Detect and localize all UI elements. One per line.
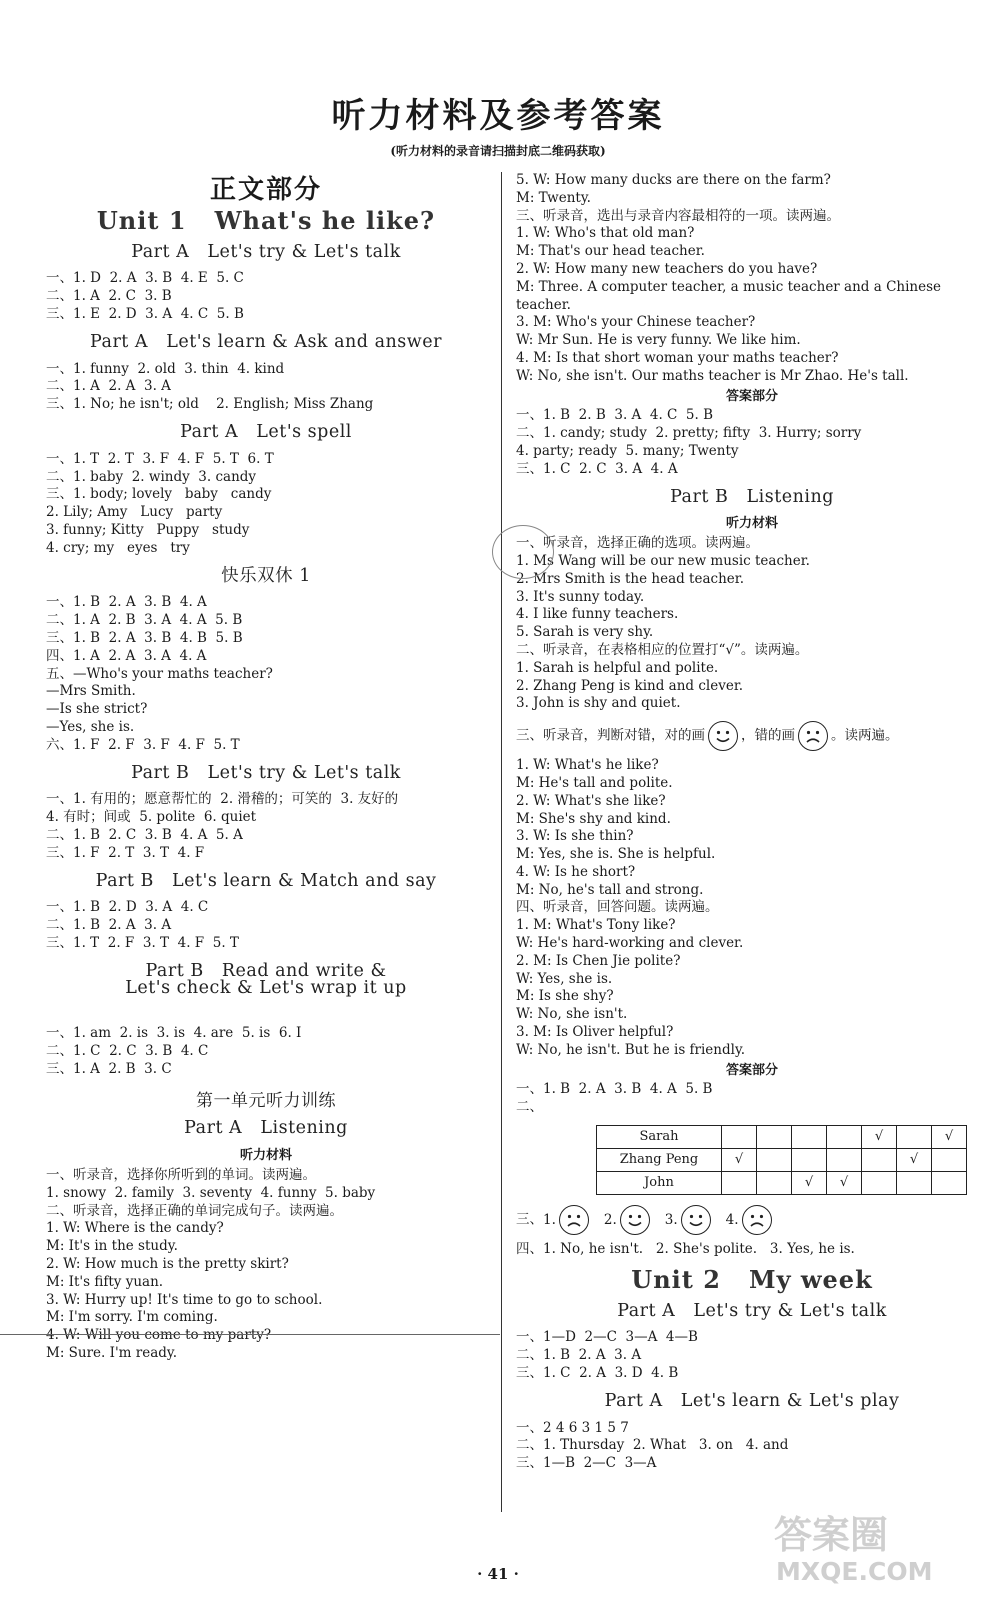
check-cell [722,1126,757,1149]
text-line: 5. Sarah is very shy. [516,624,654,641]
text-line: 4. W: Is he short? [516,863,636,880]
sad-face-icon [798,721,828,751]
answer-blocks [46,241,486,1079]
material-rule [0,1334,500,1335]
face-label: 2. [603,1211,617,1228]
text-line: 1. snowy 2. family 3. seventy 4. funny 5. baby [46,1184,376,1201]
text-line: 2. W: What's she like? [516,792,666,809]
text-line: 三、1. A 2. B 3. C [46,1060,172,1077]
text-line: 1. W: Who's that old man? [516,225,695,242]
column-divider [501,172,502,1512]
text-line: 四、听录音，回答问题。读两遍。 [516,899,719,916]
check-cell: √ [897,1149,932,1172]
check-cell [792,1149,827,1172]
part-heading: Part B Let's try & Let's talk [131,762,401,783]
check-cell [757,1149,792,1172]
judge-instruction [516,721,988,751]
page-subtitle: (听力材料的录音请扫描封底二维码获取) [390,144,606,158]
material-label: 听力材料 [725,516,778,532]
text-line: —Mrs Smith. [46,683,136,700]
part-heading: Part A Let's try & Let's talk [617,1300,887,1321]
text-line: 1. W: Where is the candy? [46,1220,224,1237]
partb-heading: Part B Listening [670,486,834,507]
judge-prefix: 三、听录音，判断对错，对的画 [516,727,705,744]
text-line: 一、1. B 2. A 3. B 4. A [46,594,207,611]
text-line: 一、1. B 2. B 3. A 4. C 5. B [516,407,714,424]
answer-line: 一、1. B 2. A 3. B 4. A 5. B [516,1081,713,1098]
text-line: 二、听录音，选择正确的单词完成句子。读两遍。 [46,1202,343,1219]
answer-label: 答案部分 [725,1062,778,1078]
table-row [597,1172,967,1195]
answer-lines [516,407,988,478]
text-line: 4. party; ready 5. many; Twenty [516,442,739,459]
text-line: M: Yes, she is. She is helpful. [516,846,716,863]
text-line: 2. Zhang Peng is kind and clever. [516,677,744,694]
check-cell [897,1126,932,1149]
text-line: M: Is she shy? [516,988,614,1005]
happy-face-icon [620,1205,650,1235]
table-row [597,1149,967,1172]
text-line: M: Sure. I'm ready. [46,1345,178,1362]
right-column [516,172,988,1473]
text-line: 2. M: Is Chen Jie polite? [516,952,681,969]
happy-face-icon [708,721,738,751]
table-row [597,1126,967,1149]
text-line: 二、1. A 2. B 3. A 4. A 5. B [46,612,243,629]
text-line: M: No, he's tall and strong. [516,881,704,898]
text-line: W: No, she isn't. Our maths teacher is Mr Zhao. He's tall. [516,367,909,384]
text-line: 一、1. T 2. T 3. F 4. F 5. T 6. T [46,450,274,467]
row-name: Sarah [597,1126,722,1149]
text-line: 二、1. B 2. A 3. A [516,1347,642,1364]
check-cell: √ [722,1149,757,1172]
text-line: 二、1. C 2. C 3. B 4. C [46,1043,209,1060]
text-line: 4. W: Will you come to my party? [46,1327,272,1344]
text-line: 一、听录音，选择正确的选项。读两遍。 [516,535,759,552]
check-cell [932,1149,967,1172]
text-line: 一、1. B 2. D 3. A 4. C [46,899,209,916]
part-heading: Part A Let's learn & Let's play [604,1390,900,1411]
check-cell [722,1172,757,1195]
text-line: 三、1. E 2. D 3. A 4. C 5. B [46,305,244,322]
material-label: 听力材料 [239,1148,292,1164]
text-line: 三、1—B 2—C 3—A [516,1455,657,1472]
text-line: M: I'm sorry. I'm coming. [46,1309,218,1326]
text-line: 2. W: How much is the pretty skirt? [46,1256,289,1273]
check-cell [862,1172,897,1195]
text-line: 一、1. am 2. is 3. is 4. are 5. is 6. I [46,1025,302,1042]
check-table [596,1125,967,1195]
text-line: —Is she strict? [46,701,148,718]
happy-face-icon [681,1205,711,1235]
check-cell: √ [862,1126,897,1149]
text-line: W: Mr Sun. He is very funny. We like him. [516,332,801,349]
listening-heading: Part A Listening [184,1118,348,1139]
part-heading: Part B Read and write & Let's check & Let's wrap it up [125,960,407,999]
text-line: 三、1. No; he isn't; old 2. English; Miss Zhang [46,396,374,413]
text-line: M: That's our head teacher. [516,243,705,260]
text-line: 2. W: How many new teachers do you have? [516,260,818,277]
check-cell: √ [932,1126,967,1149]
text-line: 1. M: What's Tony like? [516,917,676,934]
homework-stamp-icon [492,525,554,579]
text-line: 3. John is shy and quiet. [516,695,681,712]
unit2-title: Unit 2 My week [631,1264,873,1294]
text-line: 3. It's sunny today. [516,588,645,605]
material-lines [516,757,988,1060]
faces-answer-line [516,1205,988,1235]
check-cell [897,1172,932,1195]
part-heading: Part A Let's learn & Ask and answer [90,331,442,352]
text-line: 二、1. B 2. C 3. B 4. A 5. A [46,826,243,843]
text-line: W: No, he isn't. But he is friendly. [516,1041,746,1058]
page-number: · 41 · [477,1565,519,1583]
text-line: W: No, she isn't. [516,1006,628,1023]
text-line: 三、听录音，选出与录音内容最相符的一项。读两遍。 [516,207,840,224]
text-line: M: He's tall and polite. [516,774,673,791]
svg-text:答案圈: 答案圈 [774,1513,889,1557]
part-heading: 快乐双休 1 [221,565,311,586]
face-label: 3. [664,1211,678,1228]
text-line: W: Yes, she is. [516,970,613,987]
left-column [46,172,486,1363]
text-line [46,1007,486,1025]
text-line: 4. M: Is that short woman your maths teacher? [516,349,839,366]
check-cell [757,1126,792,1149]
text-line: 二、1. A 2. C 3. B [46,288,172,305]
face-label: 1. [543,1211,556,1228]
text-line: 二、1. B 2. A 3. A [46,917,172,934]
text-line: 二、听录音，在表格相应的位置打“√”。读两遍。 [516,641,809,658]
text-line: 三、1. C 2. A 3. D 4. B [516,1365,679,1382]
part-heading: Part B Let's learn & Match and say [95,870,437,891]
text-line: —Yes, she is. [46,718,135,735]
text-line: 一、2 4 6 3 1 5 7 [516,1419,629,1436]
training-title: 第一单元听力训练 [196,1090,336,1111]
check-cell [932,1172,967,1195]
check-cell [862,1149,897,1172]
text-line: M: Twenty. [516,189,591,206]
text-line: M: She's shy and kind. [516,810,671,827]
sad-face-icon [559,1205,589,1235]
unit-title: Unit 1 What's he like? [96,205,436,235]
text-line: M: It's fifty yuan. [46,1273,164,1290]
check-cell: √ [792,1172,827,1195]
answer-line: 四、1. No, he isn't. 2. She's polite. 3. Yes, he is. [516,1241,855,1258]
text-line: 一、1. D 2. A 3. B 4. E 5. C [46,270,244,287]
text-line: 一、1. funny 2. old 3. thin 4. kind [46,360,285,377]
text-line: 三、1. F 2. T 3. T 4. F [46,844,205,861]
text-line: W: He's hard-working and clever. [516,935,744,952]
text-line: 五、—Who's your maths teacher? [46,665,273,682]
check-cell [827,1126,862,1149]
material-lines [516,172,988,386]
page-title: 听力材料及参考答案 [331,96,665,136]
text-line: 2. Mrs Smith is the head teacher. [516,570,745,587]
section-title: 正文部分 [209,175,322,205]
answer-line: 二、 [516,1099,543,1116]
text-line: 4. I like funny teachers. [516,606,679,623]
row-name: Zhang Peng [597,1149,722,1172]
text-line: 1. Sarah is helpful and polite. [516,659,719,676]
face-label: 4. [725,1211,739,1228]
part-heading: Part A Let's spell [180,421,352,442]
text-line: 1. W: What's he like? [516,757,659,774]
answer-label: 答案部分 [725,388,778,404]
text-line: 三、1. B 2. A 3. B 4. B 5. B [46,629,243,646]
text-line: 一、听录音，选择你所听到的单词。读两遍。 [46,1167,316,1184]
check-cell [757,1172,792,1195]
text-line: M: Three. A computer teacher, a music teacher and a Chinese teacher. [516,278,942,313]
text-line: M: It's in the study. [46,1238,178,1255]
text-line: 3. W: Hurry up! It's time to go to school. [46,1291,323,1308]
text-line: 3. M: Who's your Chinese teacher? [516,314,756,331]
text-line: 二、1. Thursday 2. What 3. on 4. and [516,1437,789,1454]
text-line: 5. W: How many ducks are there on the farm? [516,172,831,188]
check-cell [792,1126,827,1149]
material-lines [516,535,988,713]
check-cell: √ [827,1172,862,1195]
judge-suffix: 。读两遍。 [831,727,899,744]
faces-prefix: 三、 [516,1211,543,1228]
text-line: 一、1—D 2—C 3—A 4—B [516,1329,698,1346]
text-line: 四、1. A 2. A 3. A 4. A [46,647,207,664]
text-line: 2. Lily; Amy Lucy party [46,504,223,521]
check-cell [827,1149,862,1172]
text-line: 二、1. baby 2. windy 3. candy [46,468,257,485]
text-line: 二、1. candy; study 2. pretty; fifty 3. Hurry; sorry [516,425,862,442]
text-line: 3. W: Is she thin? [516,828,634,845]
svg-text:MXQE.COM: MXQE.COM [776,1557,933,1586]
text-line: 二、1. A 2. A 3. A [46,378,171,395]
part-heading: Part A Let's try & Let's talk [131,241,401,262]
answer-blocks [516,1300,988,1473]
text-line: 3. M: Is Oliver helpful? [516,1024,674,1041]
text-line: 4. 有时；间或 5. polite 6. quiet [46,809,257,826]
text-line: 三、1. body; lovely baby candy [46,486,272,503]
text-line: 三、1. C 2. C 3. A 4. A [516,460,678,477]
text-line: 六、1. F 2. F 3. F 4. F 5. T [46,736,240,753]
sad-face-icon [742,1205,772,1235]
text-line: 三、1. T 2. F 3. T 4. F 5. T [46,934,239,951]
judge-mid: ，错的画 [741,727,795,744]
text-line: 一、1. 有用的；愿意帮忙的 2. 滑稽的；可笑的 3. 友好的 [46,791,399,808]
text-line: 1. Ms Wang will be our new music teacher. [516,552,810,569]
text-line: 4. cry; my eyes try [46,539,190,556]
text-line: 3. funny; Kitty Puppy study [46,521,250,538]
row-name: John [597,1172,722,1195]
